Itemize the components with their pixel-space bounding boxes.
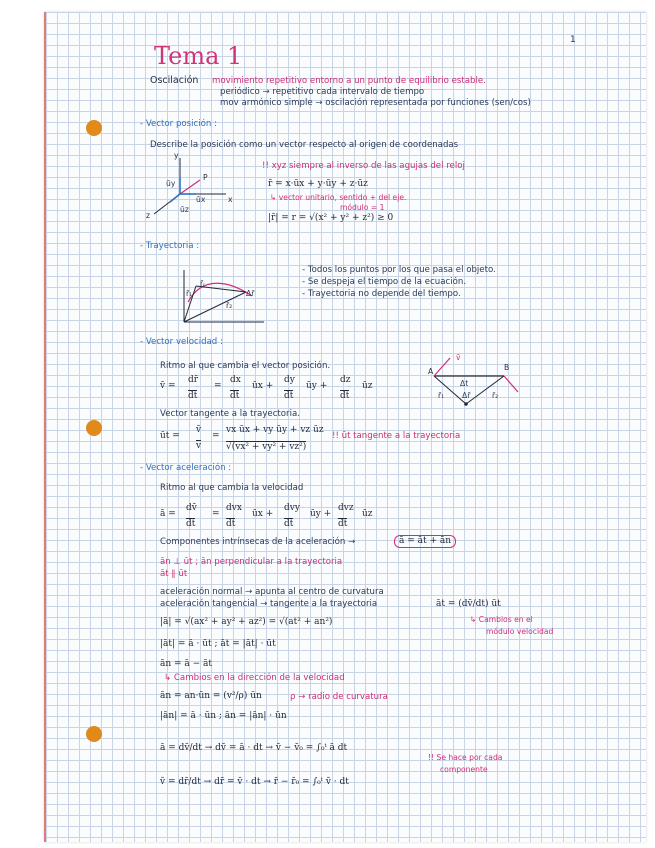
velocity-dt-z: dt — [340, 391, 350, 401]
accel-uz: ūz — [362, 509, 373, 519]
accel-dvx: dvx — [226, 503, 242, 513]
accel-dt-y: dt — [284, 519, 294, 529]
accel-magnitude: |ā| = √(ax² + ay² + az²) = √(at² + an²) — [160, 617, 333, 627]
point-p-label: P — [203, 173, 208, 182]
ut-note: !! ūt tangente a la trayectoria — [332, 431, 461, 441]
tangential-accel-text: aceleración tangencial → tangente a la trayectoria — [160, 599, 378, 609]
velocity-dx: dx — [230, 375, 241, 385]
an-difference: ān = ā − āt — [160, 659, 213, 669]
unit-vector-note: ↳ vector unitario, sentido + del eje. — [270, 193, 407, 202]
velocity-r2-label: r̄₂ — [492, 391, 499, 400]
at-note-2: módulo velocidad — [486, 627, 554, 636]
trayectoria-note-3: - Trayectoria no depende del tiempo. — [302, 289, 461, 299]
modulo-note: módulo = 1 — [340, 203, 385, 212]
ut-big-num: vx ūx + vy ūy + vz ūz — [226, 425, 324, 435]
velocity-vector-label: v̄ — [456, 353, 461, 362]
velocidad-description: Ritmo al que cambia el vector posición. — [160, 361, 331, 371]
oscilacion-label: Oscilación — [150, 75, 199, 86]
velocity-dz: dz — [340, 375, 351, 385]
section-heading-trayectoria: - Trayectoria : — [140, 241, 200, 251]
velocity-dy: dy — [284, 375, 295, 385]
trayectoria-note-1: - Todos los puntos por los que pasa el objeto. — [302, 265, 496, 275]
accel-dvz: dvz — [338, 503, 354, 513]
ut-eq: = — [212, 431, 220, 441]
an-magnitude: |ān| = ā · ūn ; ān = |ān| · ūn — [160, 711, 287, 721]
trajectory-rr-label: r̄ᵣ — [200, 279, 206, 288]
trajectory-r2-label: r̄₂ — [226, 301, 233, 310]
trajectory-dr-label: Δr̄ — [246, 289, 255, 298]
at-parallel: āt ∥ ūt — [160, 569, 188, 579]
binder-hole — [86, 726, 102, 742]
oscilacion-line3: mov armónico simple → oscilación representada por funciones (sen/cos) — [220, 98, 531, 108]
accel-ux: ūx + — [252, 509, 274, 519]
integral-note-2: componente — [440, 765, 488, 774]
oscilacion-line2: periódico → repetitivo cada intervalo de tiempo — [220, 87, 425, 97]
intrinsic-components-text: Componentes intrínsecas de la aceleración → — [160, 537, 356, 547]
posicion-magnitude: |r̄| = r = √(x² + y² + z²) ≥ 0 — [268, 213, 394, 223]
velocity-uy: ūy + — [306, 381, 328, 391]
normal-accel-text: aceleración normal → apunta al centro de curvatura — [160, 587, 384, 597]
accel-eq: = — [212, 509, 220, 519]
oscilacion-line1: movimiento repetitivo entorno a un punto de equilibrio estable. — [212, 76, 486, 86]
trajectory-r1-label: r̄₁ — [186, 289, 193, 298]
integral-note-1: !! Se hace por cada — [428, 753, 503, 762]
page-number: 1 — [570, 35, 576, 45]
unit-y-label: ūy — [166, 179, 176, 188]
an-formula: ān = an·ūn = (v²/ρ) ūn — [160, 691, 262, 701]
velocity-dt-x: dt — [230, 391, 240, 401]
velocity-dt: dt — [188, 391, 198, 401]
an-perpendicular: ān ⊥ ūt ; ān perpendicular a la trayectoria — [160, 557, 343, 567]
ut-den: v — [196, 441, 202, 451]
intrinsic-components-box: ā = āt + ān — [394, 535, 456, 548]
axes-diagram — [146, 152, 242, 222]
accel-dt: dt — [186, 519, 196, 529]
ut-big-den: √(vx² + vy² + vz²) — [226, 442, 307, 452]
trajectory-diagram — [174, 266, 270, 330]
accel-dv: dv̄ — [186, 503, 197, 513]
posicion-description: Describe la posición como un vector respecto al origen de coordenadas — [150, 140, 459, 150]
velocity-diagram — [420, 348, 530, 410]
rho-note: ρ → radio de curvatura — [290, 692, 388, 702]
binder-hole — [86, 120, 102, 136]
axis-z-label: z — [146, 211, 150, 220]
page-title: Tema 1 — [154, 42, 243, 70]
velocity-dt-label: Δt — [460, 379, 469, 388]
accel-dvy: dvy — [284, 503, 300, 513]
unit-x-label: ūx — [196, 195, 206, 204]
posicion-note: !! xyz siempre al inverso de las agujas del reloj — [262, 161, 465, 171]
velocity-uz: ūz — [362, 381, 373, 391]
accel-dt-z: dt — [338, 519, 348, 529]
an-note: ↳ Cambios en la dirección de la velocidad — [164, 673, 345, 683]
velocity-dr: dr̄ — [188, 375, 199, 385]
velocity-lhs: v̄ = — [160, 381, 176, 391]
section-heading-velocidad: - Vector velocidad : — [140, 337, 223, 347]
velocity-dr-label: Δr̄ — [462, 391, 471, 400]
posicion-formula: r̄ = x·ūx + y·ūy + z·ūz — [268, 179, 368, 189]
ut-num: v̄ — [196, 425, 202, 435]
aceleracion-description: Ritmo al que cambia la velocidad — [160, 483, 304, 493]
section-heading-posicion: - Vector posición : — [140, 119, 217, 129]
point-a-label: A — [428, 367, 434, 376]
section-heading-aceleracion: - Vector aceleración : — [140, 463, 232, 473]
binder-hole — [86, 420, 102, 436]
at-formula: āt = (dv̄/dt) ūt — [436, 599, 501, 609]
integral-position: v̄ = dr̄/dt → dr̄ = v̄ · dt → r̄ − r̄₀ = ∫₀ᵗ v̄ · dt — [160, 777, 349, 787]
velocity-ux: ūx + — [252, 381, 274, 391]
velocity-eq: = — [214, 381, 222, 391]
at-note-1: ↳ Cambios en el — [470, 615, 533, 624]
tangent-vector-text: Vector tangente a la trayectoria. — [160, 409, 300, 419]
point-b-label: B — [504, 363, 510, 372]
ut-lhs: ūt = — [160, 431, 180, 441]
axis-y-label: y — [174, 151, 179, 160]
axis-x-label: x — [228, 195, 233, 204]
velocity-r1-label: r̄₁ — [438, 391, 445, 400]
accel-dt-x: dt — [226, 519, 236, 529]
accel-uy: ūy + — [310, 509, 332, 519]
accel-lhs: ā = — [160, 509, 176, 519]
at-magnitude: |āt| = ā · ūt ; āt = |āt| · ūt — [160, 639, 276, 649]
integral-velocity: ā = dv̄/dt → dv̄ = ā · dt → v̄ − v̄₀ = ∫₀ᵗ ā dt — [160, 743, 348, 753]
trayectoria-note-2: - Se despeja el tiempo de la ecuación. — [302, 277, 467, 287]
notebook-page — [44, 12, 646, 842]
velocity-dt-y: dt — [284, 391, 294, 401]
unit-z-label: ūz — [180, 205, 189, 214]
